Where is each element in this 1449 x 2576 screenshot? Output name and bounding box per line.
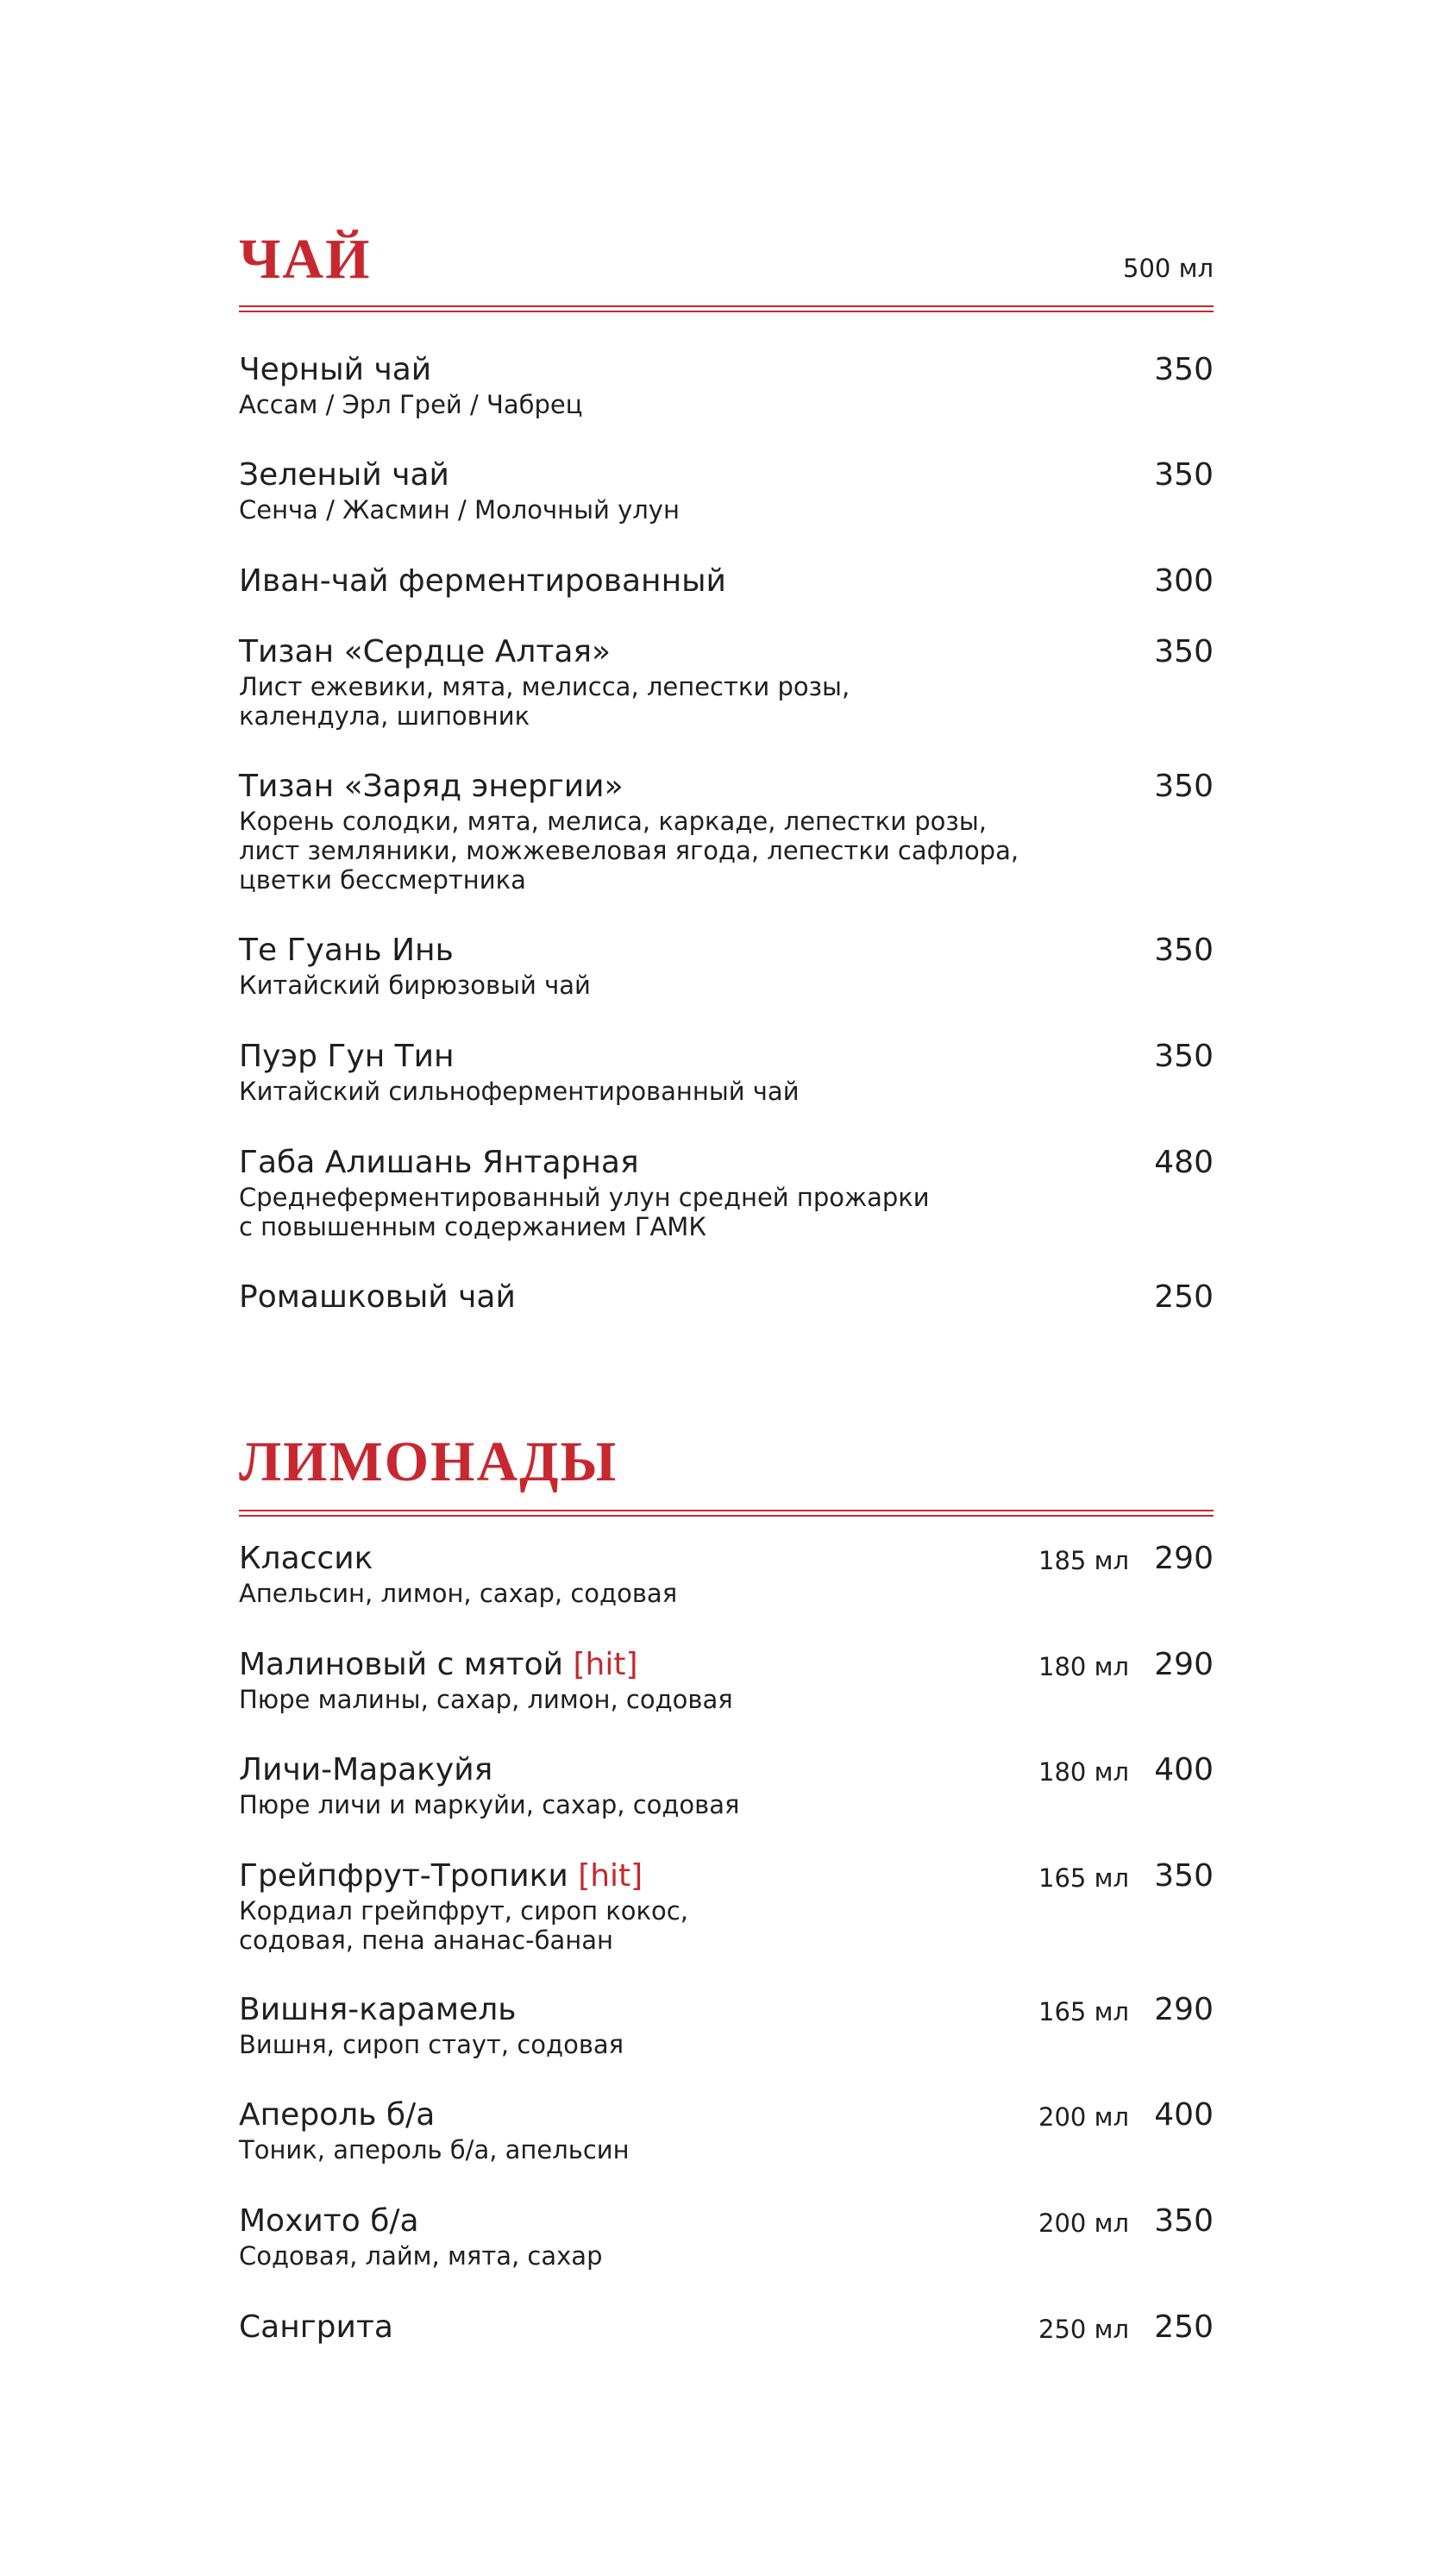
lemonade-item-lychee <box>239 1752 1214 1819</box>
item-desc: Пюре личи и маркуйи, сахар, содовая <box>239 1790 740 1819</box>
item-name: Вишня-карамель <box>239 1992 517 2027</box>
tea-item-ivan <box>239 563 1214 600</box>
item-volume: 165 мл <box>1038 1863 1129 1893</box>
tea-item-tieguanyin <box>239 933 1214 1000</box>
tea-item-gaba <box>239 1145 1214 1241</box>
item-desc: Кордиал грейпфрут, сироп кокос, содовая, пена ананас-банан <box>239 1896 688 1955</box>
item-name: Классик <box>239 1541 373 1576</box>
item-name: Мохито б/а <box>239 2203 419 2239</box>
item-volume: 180 мл <box>1038 1757 1129 1787</box>
item-price: 350 <box>1154 352 1214 387</box>
lemonade-item-aperol <box>239 2097 1214 2164</box>
item-name: Пуэр Гун Тин <box>239 1039 455 1074</box>
tea-item-black <box>239 352 1214 419</box>
item-desc: Китайский сильноферментированный чай <box>239 1077 800 1106</box>
item-name: Апероль б/а <box>239 2097 436 2133</box>
tea-item-energy <box>239 769 1214 895</box>
lemonades-section-title: ЛИМОНАДЫ <box>239 1430 618 1493</box>
item-desc: Содовая, лайм, мята, сахар <box>239 2241 603 2271</box>
item-desc: Тоник, апероль б/а, апельсин <box>239 2135 630 2164</box>
item-price: 400 <box>1154 2097 1214 2133</box>
item-price: 480 <box>1154 1145 1214 1180</box>
hit-badge: [hit] <box>578 1858 643 1894</box>
item-desc: Китайский бирюзовый чай <box>239 971 591 1000</box>
item-desc: Вишня, сироп стаут, содовая <box>239 2030 624 2059</box>
item-price: 290 <box>1154 1647 1214 1682</box>
item-volume: 200 мл <box>1038 2208 1129 2238</box>
item-desc: Лист ежевики, мята, мелисса, лепестки розы, календула, шиповник <box>239 672 850 731</box>
item-price: 350 <box>1154 457 1214 493</box>
item-desc: Ассам / Эрл Грей / Чабрец <box>239 390 583 419</box>
lemonade-item-cherry <box>239 1992 1214 2059</box>
item-price: 400 <box>1154 1752 1214 1787</box>
hit-badge: [hit] <box>573 1647 638 1682</box>
tea-section-header <box>239 223 1214 292</box>
tea-item-green <box>239 457 1214 525</box>
item-desc: Корень солодки, мята, мелиса, каркаде, лепестки розы, лист земляники, можжевеловая ягода, лепестки сафлора, цветки бессмертника <box>239 807 1019 895</box>
item-name: Иван-чай ферментированный <box>239 563 726 599</box>
item-price: 350 <box>1154 2203 1214 2239</box>
item-desc: Сенча / Жасмин / Молочный улун <box>239 495 680 525</box>
lemonade-item-raspberry <box>239 1647 1214 1714</box>
tea-item-altai <box>239 634 1214 731</box>
item-name: Личи-Маракуйя <box>239 1752 493 1787</box>
item-price: 290 <box>1154 1541 1214 1576</box>
item-price: 250 <box>1154 1279 1214 1315</box>
lemonades-divider <box>239 1510 1214 1517</box>
item-name: Те Гуань Инь <box>239 933 454 968</box>
item-volume: 250 мл <box>1038 2315 1129 2344</box>
tea-item-chamomile <box>239 1279 1214 1316</box>
item-name: Черный чай <box>239 352 432 387</box>
item-volume: 180 мл <box>1038 1652 1129 1681</box>
item-name: Грейпфрут-Тропики [hit] <box>239 1858 643 1894</box>
lemonade-item-classic <box>239 1541 1214 1608</box>
item-name: Сангрита <box>239 2309 393 2345</box>
tea-divider <box>239 305 1214 312</box>
tea-item-puer <box>239 1039 1214 1106</box>
item-price: 350 <box>1154 933 1214 968</box>
item-name: Тизан «Сердце Алтая» <box>239 634 612 669</box>
item-desc: Апельсин, лимон, сахар, содовая <box>239 1579 678 1608</box>
item-price: 300 <box>1154 563 1214 599</box>
item-name: Ромашковый чай <box>239 1279 516 1315</box>
item-volume: 185 мл <box>1038 1546 1129 1575</box>
item-desc: Пюре малины, сахар, лимон, содовая <box>239 1685 733 1714</box>
item-desc: Среднеферментированный улун средней прожарки с повышенным содержанием ГАМК <box>239 1183 930 1241</box>
item-volume: 200 мл <box>1038 2102 1129 2132</box>
item-price: 350 <box>1154 1858 1214 1894</box>
lemonade-item-sangrita <box>239 2309 1214 2346</box>
item-name: Габа Алишань Янтарная <box>239 1145 639 1180</box>
lemonades-section-header <box>239 1425 1214 1494</box>
tea-section-title: ЧАЙ <box>239 228 372 291</box>
item-name: Зеленый чай <box>239 457 449 493</box>
item-name: Малиновый с мятой [hit] <box>239 1647 638 1682</box>
item-volume: 165 мл <box>1038 1997 1129 2026</box>
item-price: 350 <box>1154 769 1214 804</box>
lemonade-item-grapefruit <box>239 1858 1214 1955</box>
item-price: 350 <box>1154 1039 1214 1074</box>
lemonade-item-mojito <box>239 2203 1214 2271</box>
item-price: 350 <box>1154 634 1214 669</box>
tea-volume: 500 мл <box>1123 254 1214 283</box>
item-price: 250 <box>1154 2309 1214 2345</box>
item-price: 290 <box>1154 1992 1214 2027</box>
item-name: Тизан «Заряд энергии» <box>239 769 624 804</box>
